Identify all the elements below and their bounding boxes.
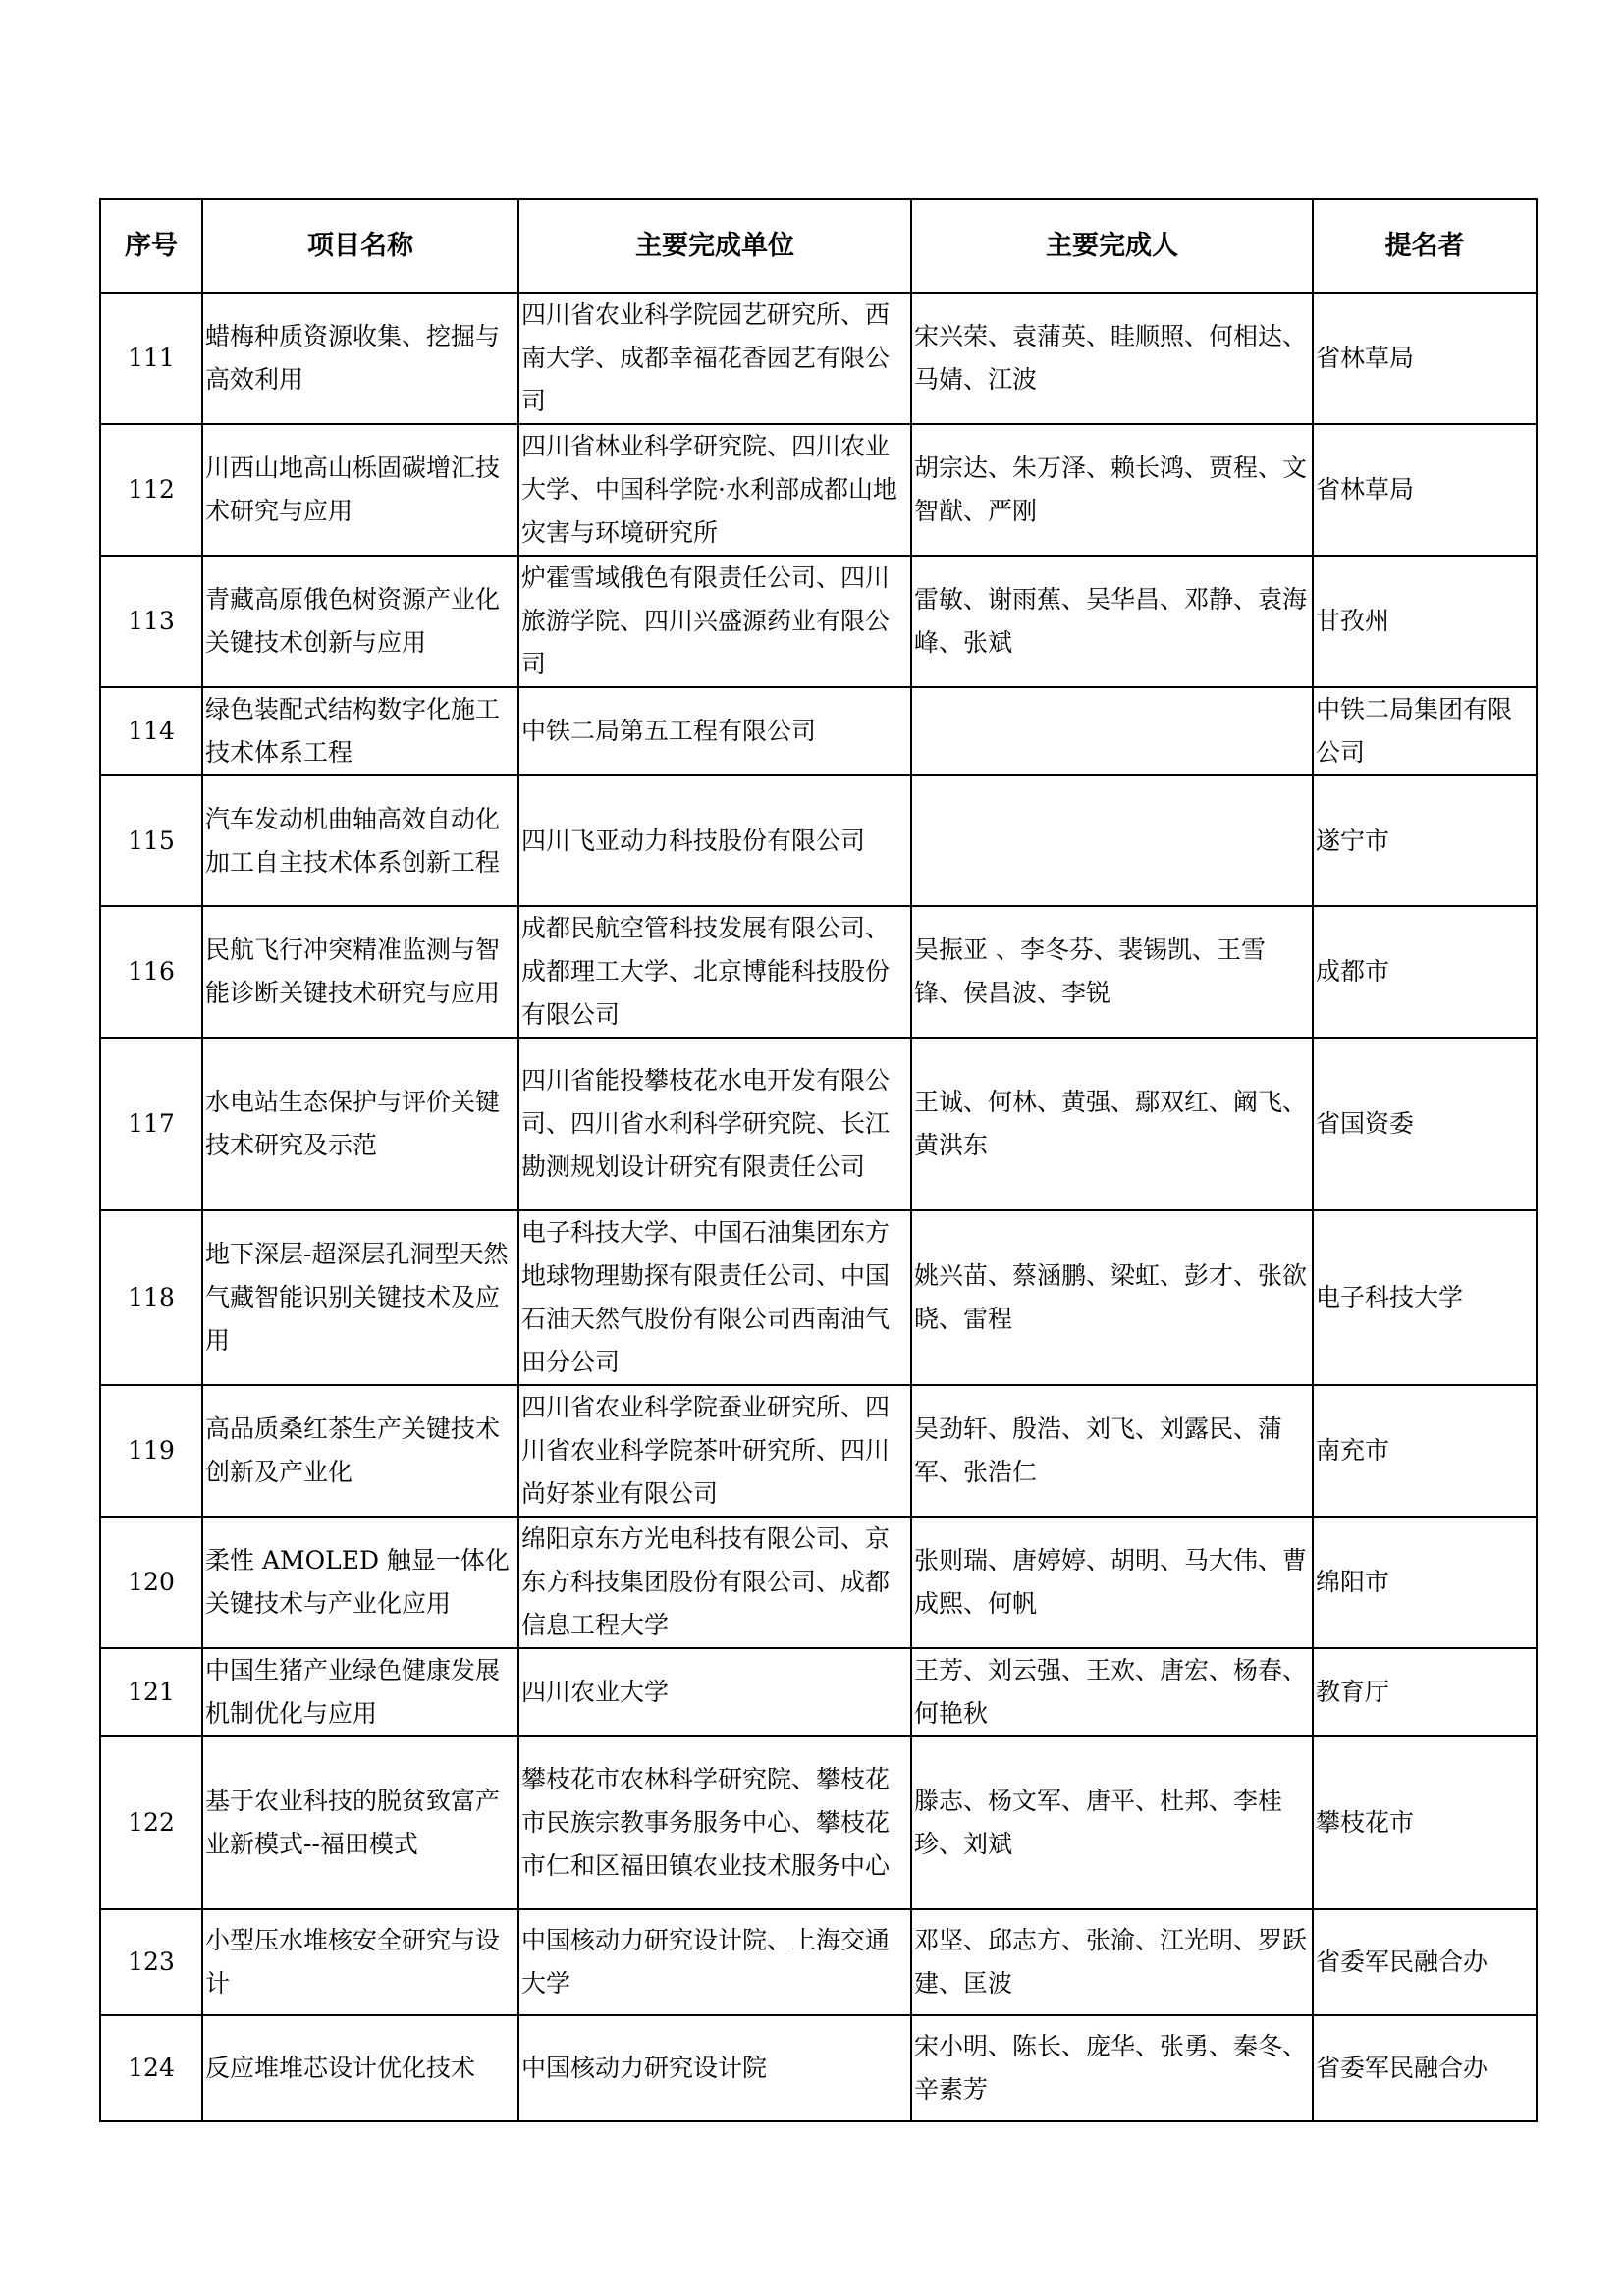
table-row bbox=[100, 2015, 1537, 2121]
cell-units: 中铁二局第五工程有限公司 bbox=[518, 687, 911, 775]
cell-project: 民航飞行冲突精准监测与智能诊断关键技术研究与应用 bbox=[202, 906, 518, 1038]
cell-project: 反应堆堆芯设计优化技术 bbox=[202, 2015, 518, 2121]
cell-no: 122 bbox=[100, 1736, 202, 1909]
cell-project: 水电站生态保护与评价关键技术研究及示范 bbox=[202, 1038, 518, 1210]
cell-no: 115 bbox=[100, 775, 202, 906]
cell-people: 邓坚、邱志方、张渝、江光明、罗跃建、匡波 bbox=[911, 1909, 1313, 2015]
cell-no: 123 bbox=[100, 1909, 202, 2015]
table-row bbox=[100, 556, 1537, 687]
cell-no: 119 bbox=[100, 1385, 202, 1517]
cell-nominator: 省国资委 bbox=[1313, 1038, 1537, 1210]
cell-units: 四川省农业科学院蚕业研究所、四川省农业科学院茶叶研究所、四川尚好茶业有限公司 bbox=[518, 1385, 911, 1517]
cell-people: 王诚、何林、黄强、鄢双红、阚飞、黄洪东 bbox=[911, 1038, 1313, 1210]
cell-no: 118 bbox=[100, 1210, 202, 1385]
cell-units: 绵阳京东方光电科技有限公司、京东方科技集团股份有限公司、成都信息工程大学 bbox=[518, 1517, 911, 1648]
cell-units: 中国核动力研究设计院 bbox=[518, 2015, 911, 2121]
cell-units: 攀枝花市农林科学研究院、攀枝花市民族宗教事务服务中心、攀枝花市仁和区福田镇农业技术服务中心 bbox=[518, 1736, 911, 1909]
cell-units: 中国核动力研究设计院、上海交通大学 bbox=[518, 1909, 911, 2015]
cell-no: 116 bbox=[100, 906, 202, 1038]
header-no: 序号 bbox=[100, 199, 202, 293]
cell-nominator: 成都市 bbox=[1313, 906, 1537, 1038]
awards-table bbox=[99, 198, 1538, 2122]
cell-project: 青藏高原俄色树资源产业化关键技术创新与应用 bbox=[202, 556, 518, 687]
cell-project: 地下深层-超深层孔洞型天然气藏智能识别关键技术及应用 bbox=[202, 1210, 518, 1385]
cell-nominator: 省委军民融合办 bbox=[1313, 2015, 1537, 2121]
cell-people: 姚兴苗、蔡涵鹏、梁虹、彭才、张欲晓、雷程 bbox=[911, 1210, 1313, 1385]
cell-project: 中国生猪产业绿色健康发展机制优化与应用 bbox=[202, 1648, 518, 1736]
table-row bbox=[100, 424, 1537, 556]
table-row bbox=[100, 1909, 1537, 2015]
cell-nominator: 省林草局 bbox=[1313, 293, 1537, 424]
table-row bbox=[100, 687, 1537, 775]
cell-project: 汽车发动机曲轴高效自动化加工自主技术体系创新工程 bbox=[202, 775, 518, 906]
cell-nominator: 南充市 bbox=[1313, 1385, 1537, 1517]
table-row bbox=[100, 1517, 1537, 1648]
cell-people: 王芳、刘云强、王欢、唐宏、杨春、何艳秋 bbox=[911, 1648, 1313, 1736]
cell-no: 111 bbox=[100, 293, 202, 424]
table-row bbox=[100, 906, 1537, 1038]
table-row bbox=[100, 1736, 1537, 1909]
header-units: 主要完成单位 bbox=[518, 199, 911, 293]
cell-units: 电子科技大学、中国石油集团东方地球物理勘探有限责任公司、中国石油天然气股份有限公司西南油气田分公司 bbox=[518, 1210, 911, 1385]
cell-units: 成都民航空管科技发展有限公司、成都理工大学、北京博能科技股份有限公司 bbox=[518, 906, 911, 1038]
cell-project: 蜡梅种质资源收集、挖掘与高效利用 bbox=[202, 293, 518, 424]
cell-nominator: 攀枝花市 bbox=[1313, 1736, 1537, 1909]
cell-project: 川西山地高山栎固碳增汇技术研究与应用 bbox=[202, 424, 518, 556]
cell-units: 四川农业大学 bbox=[518, 1648, 911, 1736]
cell-no: 120 bbox=[100, 1517, 202, 1648]
cell-nominator: 电子科技大学 bbox=[1313, 1210, 1537, 1385]
cell-project: 小型压水堆核安全研究与设计 bbox=[202, 1909, 518, 2015]
table-row bbox=[100, 1385, 1537, 1517]
cell-no: 113 bbox=[100, 556, 202, 687]
cell-people bbox=[911, 775, 1313, 906]
cell-no: 112 bbox=[100, 424, 202, 556]
cell-nominator: 甘孜州 bbox=[1313, 556, 1537, 687]
cell-nominator: 中铁二局集团有限公司 bbox=[1313, 687, 1537, 775]
cell-nominator: 省委军民融合办 bbox=[1313, 1909, 1537, 2015]
cell-people: 滕志、杨文军、唐平、杜邦、李桂珍、刘斌 bbox=[911, 1736, 1313, 1909]
cell-no: 121 bbox=[100, 1648, 202, 1736]
table-row bbox=[100, 1648, 1537, 1736]
cell-people: 吴振亚 、李冬芬、裴锡凯、王雪锋、侯昌波、李锐 bbox=[911, 906, 1313, 1038]
cell-no: 114 bbox=[100, 687, 202, 775]
cell-people bbox=[911, 687, 1313, 775]
table-row bbox=[100, 1210, 1537, 1385]
cell-units: 四川飞亚动力科技股份有限公司 bbox=[518, 775, 911, 906]
cell-people: 胡宗达、朱万泽、赖长鸿、贾程、文智猷、严刚 bbox=[911, 424, 1313, 556]
cell-nominator: 绵阳市 bbox=[1313, 1517, 1537, 1648]
cell-units: 四川省林业科学研究院、四川农业大学、中国科学院·水利部成都山地灾害与环境研究所 bbox=[518, 424, 911, 556]
cell-no: 124 bbox=[100, 2015, 202, 2121]
cell-people: 雷敏、谢雨蕉、吴华昌、邓静、袁海峰、张斌 bbox=[911, 556, 1313, 687]
cell-people: 宋小明、陈长、庞华、张勇、秦冬、辛素芳 bbox=[911, 2015, 1313, 2121]
header-nominator: 提名者 bbox=[1313, 199, 1537, 293]
cell-units: 炉霍雪域俄色有限责任公司、四川旅游学院、四川兴盛源药业有限公司 bbox=[518, 556, 911, 687]
cell-people: 宋兴荣、袁蒲英、眭顺照、何相达、马婧、江波 bbox=[911, 293, 1313, 424]
header-people: 主要完成人 bbox=[911, 199, 1313, 293]
cell-nominator: 教育厅 bbox=[1313, 1648, 1537, 1736]
cell-nominator: 省林草局 bbox=[1313, 424, 1537, 556]
cell-project: 绿色装配式结构数字化施工技术体系工程 bbox=[202, 687, 518, 775]
table-body bbox=[100, 293, 1537, 2121]
cell-project: 柔性 AMOLED 触显一体化关键技术与产业化应用 bbox=[202, 1517, 518, 1648]
table-row bbox=[100, 293, 1537, 424]
cell-units: 四川省农业科学院园艺研究所、西南大学、成都幸福花香园艺有限公司 bbox=[518, 293, 911, 424]
cell-nominator: 遂宁市 bbox=[1313, 775, 1537, 906]
cell-no: 117 bbox=[100, 1038, 202, 1210]
cell-people: 张则瑞、唐婷婷、胡明、马大伟、曹成熙、何帆 bbox=[911, 1517, 1313, 1648]
cell-project: 基于农业科技的脱贫致富产业新模式--福田模式 bbox=[202, 1736, 518, 1909]
cell-units: 四川省能投攀枝花水电开发有限公司、四川省水利科学研究院、长江勘测规划设计研究有限责任公司 bbox=[518, 1038, 911, 1210]
header-project: 项目名称 bbox=[202, 199, 518, 293]
table-row bbox=[100, 775, 1537, 906]
table-row bbox=[100, 1038, 1537, 1210]
cell-project: 高品质桑红茶生产关键技术创新及产业化 bbox=[202, 1385, 518, 1517]
cell-people: 吴劲轩、殷浩、刘飞、刘露民、蒲军、张浩仁 bbox=[911, 1385, 1313, 1517]
header-row bbox=[100, 199, 1537, 293]
